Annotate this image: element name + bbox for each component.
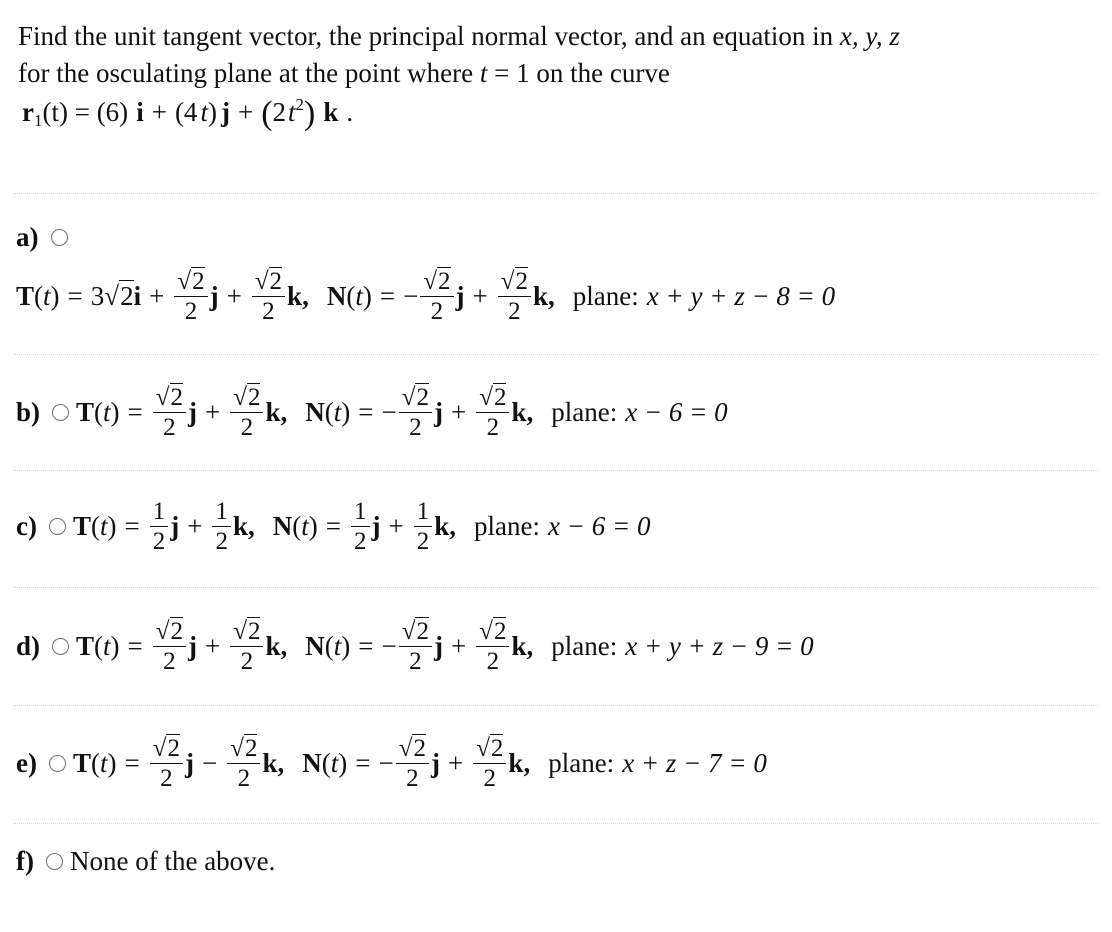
- equals-sign: =: [358, 631, 374, 661]
- choice-d: [16, 618, 814, 675]
- question-text: Find the unit tangent vector, the principal normal vector, and an equation in: [18, 21, 840, 51]
- plane-label: plane:: [474, 511, 541, 541]
- plus-sign: +: [450, 631, 467, 661]
- r-symbol: r: [22, 97, 34, 127]
- unit-k: k,: [265, 397, 288, 427]
- minus-sign: −: [381, 631, 397, 661]
- fraction-sqrt2-over-2: $\frac{√2}{2}$: [153, 618, 186, 675]
- equals-sign: =: [358, 397, 374, 427]
- coef-3: 3: [90, 281, 105, 311]
- t-arg: (t): [94, 397, 120, 427]
- choice-a-header: [16, 222, 75, 253]
- minus-sign: −: [378, 748, 394, 778]
- plus-sign: +: [226, 281, 242, 311]
- fraction-sqrt2-over-2: $\frac{√2}{2}$: [473, 735, 506, 792]
- N-symbol: N: [305, 397, 325, 427]
- n-arg: (t): [324, 397, 351, 427]
- fraction-sqrt2-over-2: $\frac{√2}{2}$: [420, 268, 453, 325]
- N-symbol: N: [326, 281, 347, 311]
- choice-a-expression: [16, 268, 835, 325]
- question-eq: = 1 on the curve: [487, 58, 670, 88]
- unit-k: k,: [265, 631, 288, 661]
- sqrt-2: √2: [104, 281, 134, 311]
- unit-k: k,: [262, 748, 285, 778]
- equals-sign: =: [127, 631, 143, 661]
- minus-sign: −: [381, 397, 397, 427]
- minus-sign: −: [403, 281, 419, 311]
- unit-k: k,: [434, 511, 457, 541]
- exponent-2: 2: [295, 95, 305, 114]
- unit-k: k,: [533, 281, 555, 311]
- fraction-sqrt2-over-2: $\frac{√2}{2}$: [150, 735, 183, 792]
- choice-f-radio[interactable]: [46, 853, 63, 870]
- plane-label: plane:: [572, 281, 639, 311]
- equals-sign: =: [67, 281, 83, 311]
- plane-label: plane:: [548, 748, 615, 778]
- unit-i: i: [136, 97, 144, 127]
- unit-k: k,: [508, 748, 531, 778]
- N-symbol: N: [302, 748, 322, 778]
- unit-j: j: [433, 397, 443, 427]
- choice-b-radio[interactable]: [52, 404, 69, 421]
- plus-sign: +: [388, 511, 404, 541]
- question-text-2: for the osculating plane at the point where: [18, 58, 480, 88]
- unit-k: k: [323, 97, 339, 127]
- unit-j: j: [430, 748, 440, 778]
- choice-e-radio[interactable]: [49, 755, 66, 772]
- fraction-1-over-2: $\frac{1}{2}$: [351, 498, 370, 555]
- plus-sign: +: [447, 748, 464, 778]
- fraction-sqrt2-over-2: $\frac{√2}{2}$: [399, 618, 432, 675]
- plus-sign: +: [205, 631, 221, 661]
- question-var-t: t: [479, 58, 488, 88]
- r-subscript: 1: [33, 111, 43, 130]
- plus-sign-2: +: [237, 97, 254, 127]
- choice-d-radio[interactable]: [52, 638, 69, 655]
- N-symbol: N: [305, 631, 325, 661]
- choice-f: [16, 846, 275, 877]
- fraction-sqrt2-over-2: $\frac{√2}{2}$: [153, 384, 186, 441]
- unit-j: j: [220, 97, 230, 127]
- choice-b-letter: b): [16, 397, 41, 427]
- plus-sign: +: [151, 97, 167, 127]
- term-4t: (4: [174, 97, 198, 127]
- n-arg: (t): [292, 511, 318, 541]
- choice-c-letter: c): [16, 511, 37, 541]
- plus-sign: +: [472, 281, 488, 311]
- n-arg: (t): [324, 631, 351, 661]
- unit-j: j: [170, 511, 180, 541]
- plane-equation: x + y + z − 8 = 0: [646, 281, 836, 311]
- unit-j: j: [433, 631, 443, 661]
- question-prompt: [18, 18, 1098, 131]
- choice-c-radio[interactable]: [49, 518, 66, 535]
- big-paren-close: ): [304, 95, 316, 132]
- unit-j: j: [184, 748, 194, 778]
- fraction-sqrt2-over-2: $\frac{√2}{2}$: [396, 735, 429, 792]
- unit-k: k,: [511, 397, 534, 427]
- equals-sign: =: [355, 748, 371, 778]
- fraction-sqrt2-over-2: $\frac{√2}{2}$: [230, 618, 263, 675]
- t-arg: (t): [91, 748, 117, 778]
- plane-label: plane:: [551, 397, 618, 427]
- fraction-sqrt2-over-2: $\frac{√2}{2}$: [399, 384, 432, 441]
- equals-sign: =: [379, 281, 396, 311]
- equals-sign: =: [127, 397, 143, 427]
- separator: [14, 587, 1098, 588]
- fraction-sqrt2-over-2: $\frac{√2}{2}$: [227, 735, 260, 792]
- minus-sign: −: [201, 748, 218, 778]
- equals-sign: =: [124, 748, 140, 778]
- close-paren: ): [207, 97, 217, 127]
- separator: [14, 823, 1098, 824]
- choice-d-letter: d): [16, 631, 41, 661]
- n-arg: (t): [346, 281, 372, 311]
- t-arg: (t): [94, 631, 120, 661]
- curve-formula: [22, 94, 1098, 131]
- fraction-sqrt2-over-2: $\frac{√2}{2}$: [476, 618, 509, 675]
- question-vars: x, y, z: [839, 21, 900, 51]
- fraction-sqrt2-over-2: $\frac{√2}{2}$: [252, 268, 285, 325]
- separator: [14, 193, 1098, 194]
- plus-sign: +: [205, 397, 221, 427]
- unit-j: j: [188, 397, 198, 427]
- unit-j: j: [209, 281, 219, 311]
- separator: [14, 354, 1098, 355]
- t-arg: (t): [34, 281, 60, 311]
- unit-j: j: [455, 281, 465, 311]
- question-line-2: [18, 55, 1098, 92]
- plus-sign: +: [149, 281, 165, 311]
- T-symbol: T: [76, 631, 95, 661]
- T-symbol: T: [76, 397, 95, 427]
- fraction-1-over-2: $\frac{1}{2}$: [150, 498, 169, 555]
- T-symbol: T: [16, 281, 35, 311]
- equals-sign: =: [325, 511, 342, 541]
- question-line-1: [18, 18, 1098, 55]
- choice-b: [16, 384, 728, 441]
- N-symbol: N: [272, 511, 293, 541]
- choice-e-letter: e): [16, 748, 37, 778]
- choice-a-radio[interactable]: [51, 229, 68, 246]
- fraction-1-over-2: $\frac{1}{2}$: [212, 498, 231, 555]
- coef-2: 2: [272, 97, 287, 127]
- unit-k: k,: [287, 281, 309, 311]
- var-t: t: [200, 97, 208, 127]
- fraction-sqrt2-over-2: $\frac{√2}{2}$: [174, 268, 207, 325]
- plane-equation: x + z − 7 = 0: [622, 748, 767, 778]
- choice-a-letter: a): [16, 222, 39, 252]
- t-arg: (t): [91, 511, 117, 541]
- plane-equation: x − 6 = 0: [625, 397, 728, 427]
- choice-f-text: None of the above.: [69, 846, 276, 876]
- unit-j: j: [188, 631, 198, 661]
- fraction-sqrt2-over-2: $\frac{√2}{2}$: [230, 384, 263, 441]
- fraction-1-over-2: $\frac{1}{2}$: [414, 498, 433, 555]
- period: .: [346, 97, 354, 127]
- choice-f-letter: f): [16, 846, 34, 876]
- fraction-sqrt2-over-2: $\frac{√2}{2}$: [476, 384, 509, 441]
- choice-e: [16, 735, 767, 792]
- separator: [14, 470, 1098, 471]
- unit-k: k,: [511, 631, 534, 661]
- plane-label: plane:: [551, 631, 618, 661]
- plus-sign: +: [187, 511, 203, 541]
- plane-equation: x + y + z − 9 = 0: [625, 631, 814, 661]
- equals-sign: =: [124, 511, 140, 541]
- unit-i: i: [133, 281, 142, 311]
- T-symbol: T: [72, 511, 91, 541]
- n-arg: (t): [321, 748, 348, 778]
- big-paren-open: (: [261, 95, 273, 132]
- var-t-2: t: [288, 97, 296, 127]
- formula-args: (t) = (6): [42, 97, 129, 127]
- choice-c: [16, 498, 650, 555]
- T-symbol: T: [72, 748, 91, 778]
- unit-k: k,: [232, 511, 255, 541]
- separator: [14, 705, 1098, 706]
- fraction-sqrt2-over-2: $\frac{√2}{2}$: [498, 268, 531, 325]
- plus-sign: +: [450, 397, 467, 427]
- plane-equation: x − 6 = 0: [548, 511, 651, 541]
- unit-j: j: [371, 511, 381, 541]
